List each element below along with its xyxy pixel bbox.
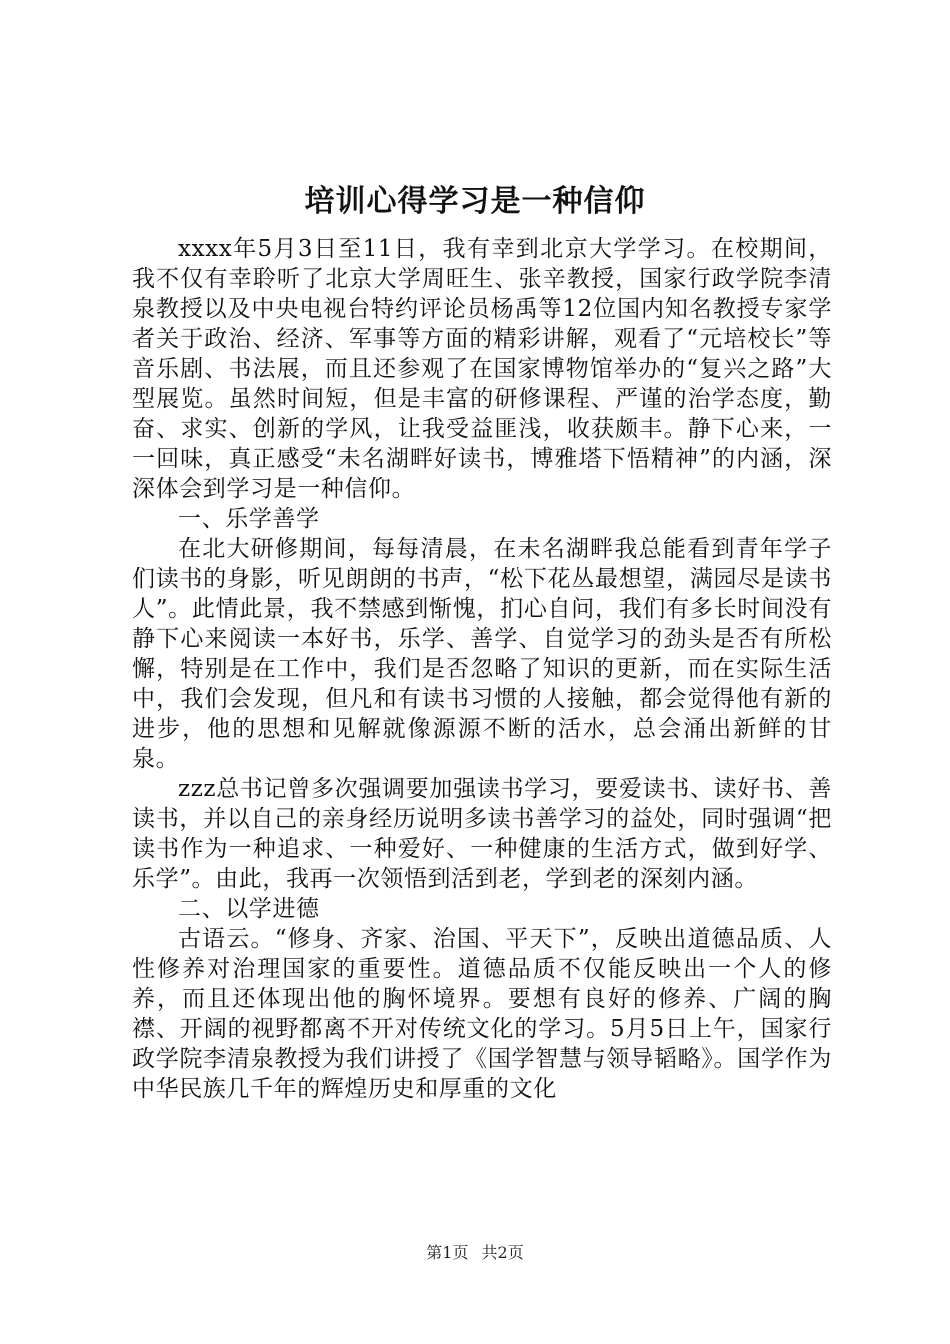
paragraph-intro: xxxx年5月3日至11日，我有幸到北京大学学习。在校期间，我不仅有幸聆听了北京大学周旺生、张辛教授，国家行政学院李清泉教授以及中央电视台特约评论员杨禹等12位国内知名教授专家学者关于政治、经济、军事等方面的精彩讲解，观看了“元培校长”等音乐剧、书法展，而且还参观了在国家博物馆举办的“复兴之路”大型展览。虽然时间短，但是丰富的研修课程、严谨的治学态度，勤奋、求实、创新的学风，让我受益匪浅，收获颇丰。静下心来，一一回味，真正感受“未名湖畔好读书，博雅塔下悟精神”的内涵，深深体会到学习是一种信仰。: [132, 236, 832, 502]
paragraph-section-1a: 在北大研修期间，每每清晨，在未名湖畔我总能看到青年学子们读书的身影，听见朗朗的书声，“松下花丛最想望，满园尽是读书人”。此情此景，我不禁感到惭愧，扪心自问，我们有多长时间没有静下心来阅读一本好书，乐学、善学、自觉学习的劲头是否有所松懈，特别是在工作中，我们是否忽略了知识的更新，而在实际生活中，我们会发现，但凡和有读书习惯的人接触，都会觉得他有新的进步，他的思想和见解就像源源不断的活水，总会涌出新鲜的甘泉。: [132, 536, 832, 772]
section-heading-1: 一、乐学善学: [178, 506, 320, 532]
section-heading-2: 二、以学进德: [178, 896, 320, 922]
document-title: 培训心得学习是一种信仰: [304, 184, 646, 219]
page-footer: [0, 1242, 950, 1264]
paragraph-section-2a: 古语云。“修身、齐家、治国、平天下”，反映出道德品质、人性修养对治理国家的重要性。道德品质不仅能反映出一个人的修养，而且还体现出他的胸怀境界。要想有良好的修养、广阔的胸襟、开阔的视野都离不开对传统文化的学习。5月5日上午，国家行政学院李清泉教授为我们讲授了《国学智慧与领导韬略》。国学作为中华民族几千年的辉煌历史和厚重的文化: [132, 926, 832, 1102]
document-body: [132, 234, 832, 1104]
page-number: 第1页: [426, 1243, 469, 1262]
page-total: 共2页: [481, 1243, 524, 1262]
paragraph-section-1b: zzz总书记曾多次强调要加强读书学习，要爱读书、读好书、善读书，并以自己的亲身经历说明多读书善学习的益处，同时强调“把读书作为一种追求、一种爱好、一种健康的生活方式，做到好学、乐学”。由此，我再一次领悟到活到老，学到老的深刻内涵。: [132, 776, 832, 892]
